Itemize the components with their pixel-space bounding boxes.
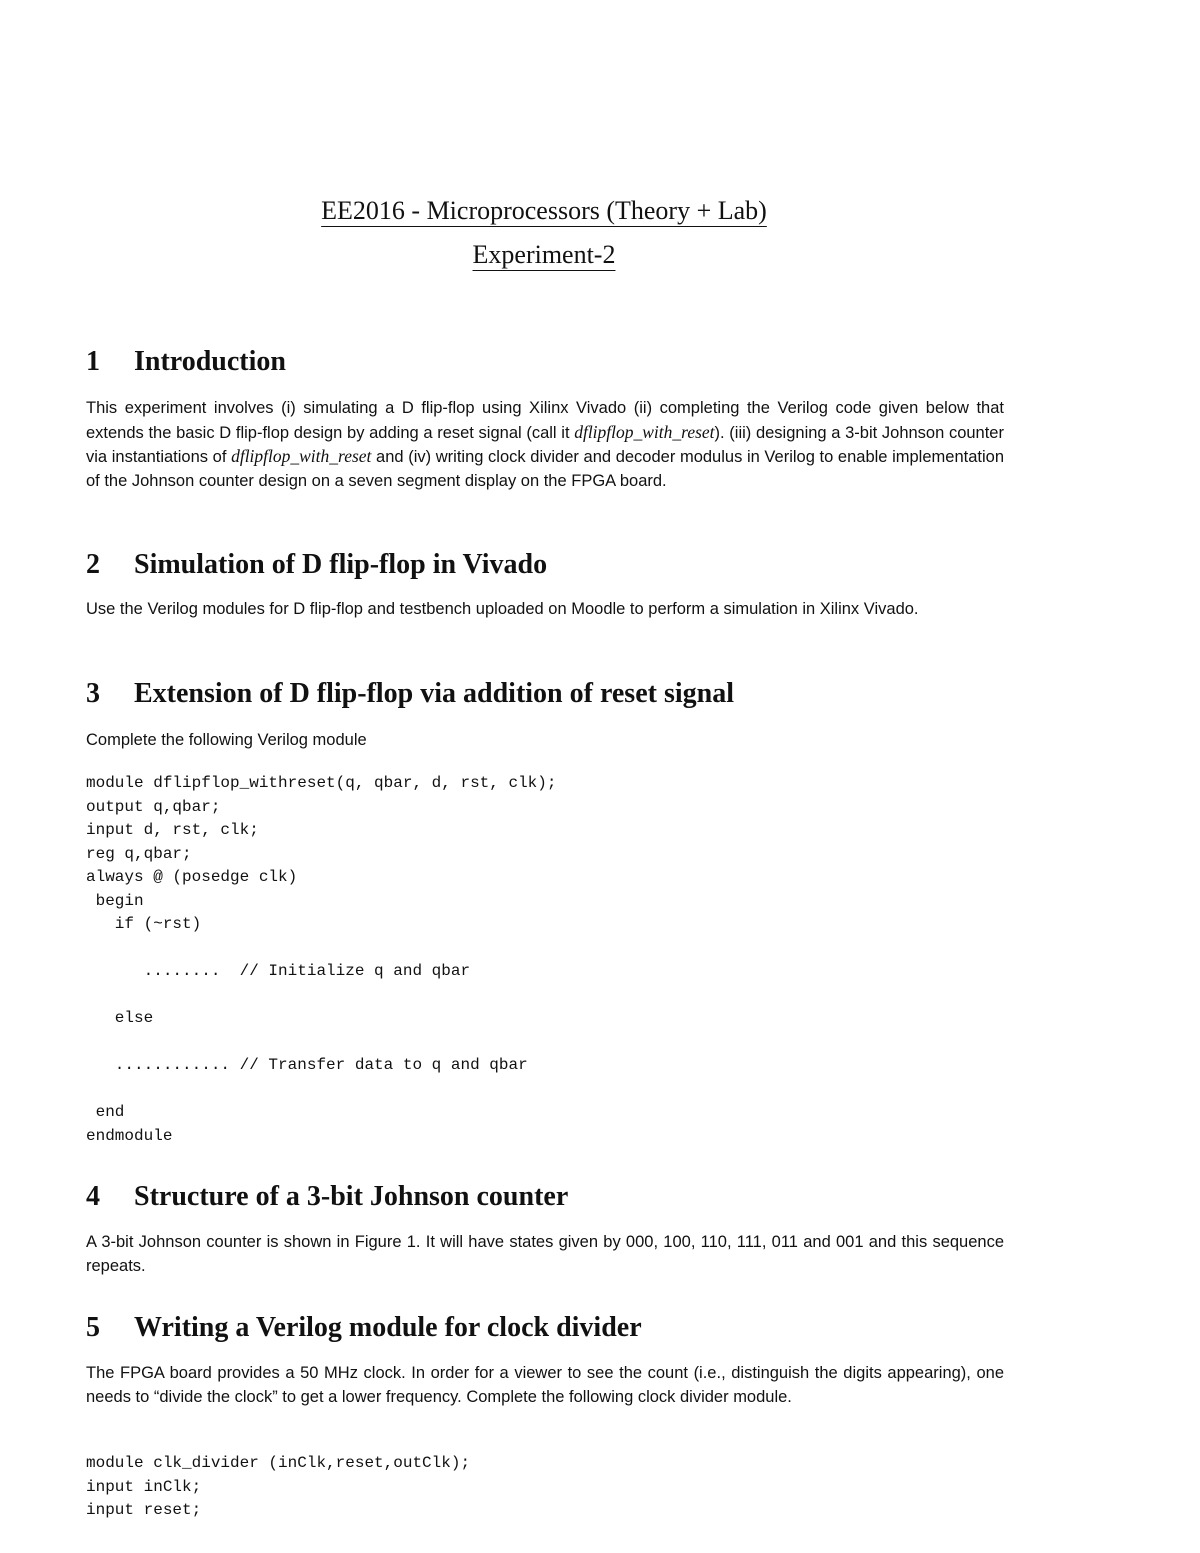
dflipflop-code-block: module dflipflop_withreset(q, qbar, d, rst, clk); output q,qbar; input d, rst, clk; reg q,qbar; always @ (posedge clk) begin if (~rst) ........ // Initialize q and qbar else ............ // Transfer data to q and qbar end endmodule: [86, 774, 557, 1145]
section-title: Introduction: [134, 346, 286, 377]
module-name-italic: dflipflop_with_reset: [231, 446, 372, 466]
section-1-paragraph: This experiment involves (i) simulating a D flip-flop using Xilinx Vivado (ii) completing the Verilog code given below that extends the basic D flip-flop design by adding a reset signal (call it dflipflop_with_reset). (iii) designing a 3-bit Johnson counter via instantiations of dflipflop_with_reset and (iv) writing clock divider and decoder modulus in Verilog to enable implementation of the Johnson counter design on a seven segment display on the FPGA board.: [86, 399, 1004, 490]
section-1-heading: [86, 346, 286, 378]
section-5-paragraph: The FPGA board provides a 50 MHz clock. In order for a viewer to see the count (i.e., distinguish the digits appearing), one needs to “divide the clock” to get a lower frequency. Complete the following clock divider module.: [86, 1364, 1004, 1406]
section-title: Extension of D flip-flop via addition of reset signal: [134, 678, 734, 709]
section-number: 1: [86, 346, 100, 377]
section-2-heading: [86, 549, 547, 581]
section-3-heading: [86, 678, 734, 710]
section-number: 2: [86, 549, 100, 580]
document-title: [0, 196, 1088, 226]
module-name-italic: dflipflop_with_reset: [574, 421, 715, 442]
title-line-2: Experiment-2: [472, 240, 616, 269]
section-title: Structure of a 3-bit Johnson counter: [134, 1181, 569, 1212]
section-5-heading: [86, 1312, 642, 1344]
section-title: Simulation of D flip-flop in Vivado: [134, 549, 548, 580]
section-title: Writing a Verilog module for clock divider: [134, 1312, 642, 1343]
clk-divider-code-block: module clk_divider (inClk,reset,outClk); input inClk; input reset;: [86, 1454, 471, 1519]
section-2-paragraph: Use the Verilog modules for D flip-flop and testbench uploaded on Moodle to perform a simulation in Xilinx Vivado.: [86, 600, 919, 618]
title-line-1: EE2016 - Microprocessors (Theory + Lab): [321, 196, 767, 225]
section-number: 3: [86, 678, 100, 709]
section-4-paragraph: A 3-bit Johnson counter is shown in Figure 1. It will have states given by 000, 100, 110, 111, 011 and 001 and this sequence repeats.: [86, 1233, 1004, 1275]
section-4-heading: [86, 1181, 568, 1213]
document-subtitle: [0, 240, 1088, 270]
section-number: 5: [86, 1312, 100, 1343]
section-number: 4: [86, 1181, 100, 1212]
section-3-paragraph: Complete the following Verilog module: [86, 731, 367, 749]
